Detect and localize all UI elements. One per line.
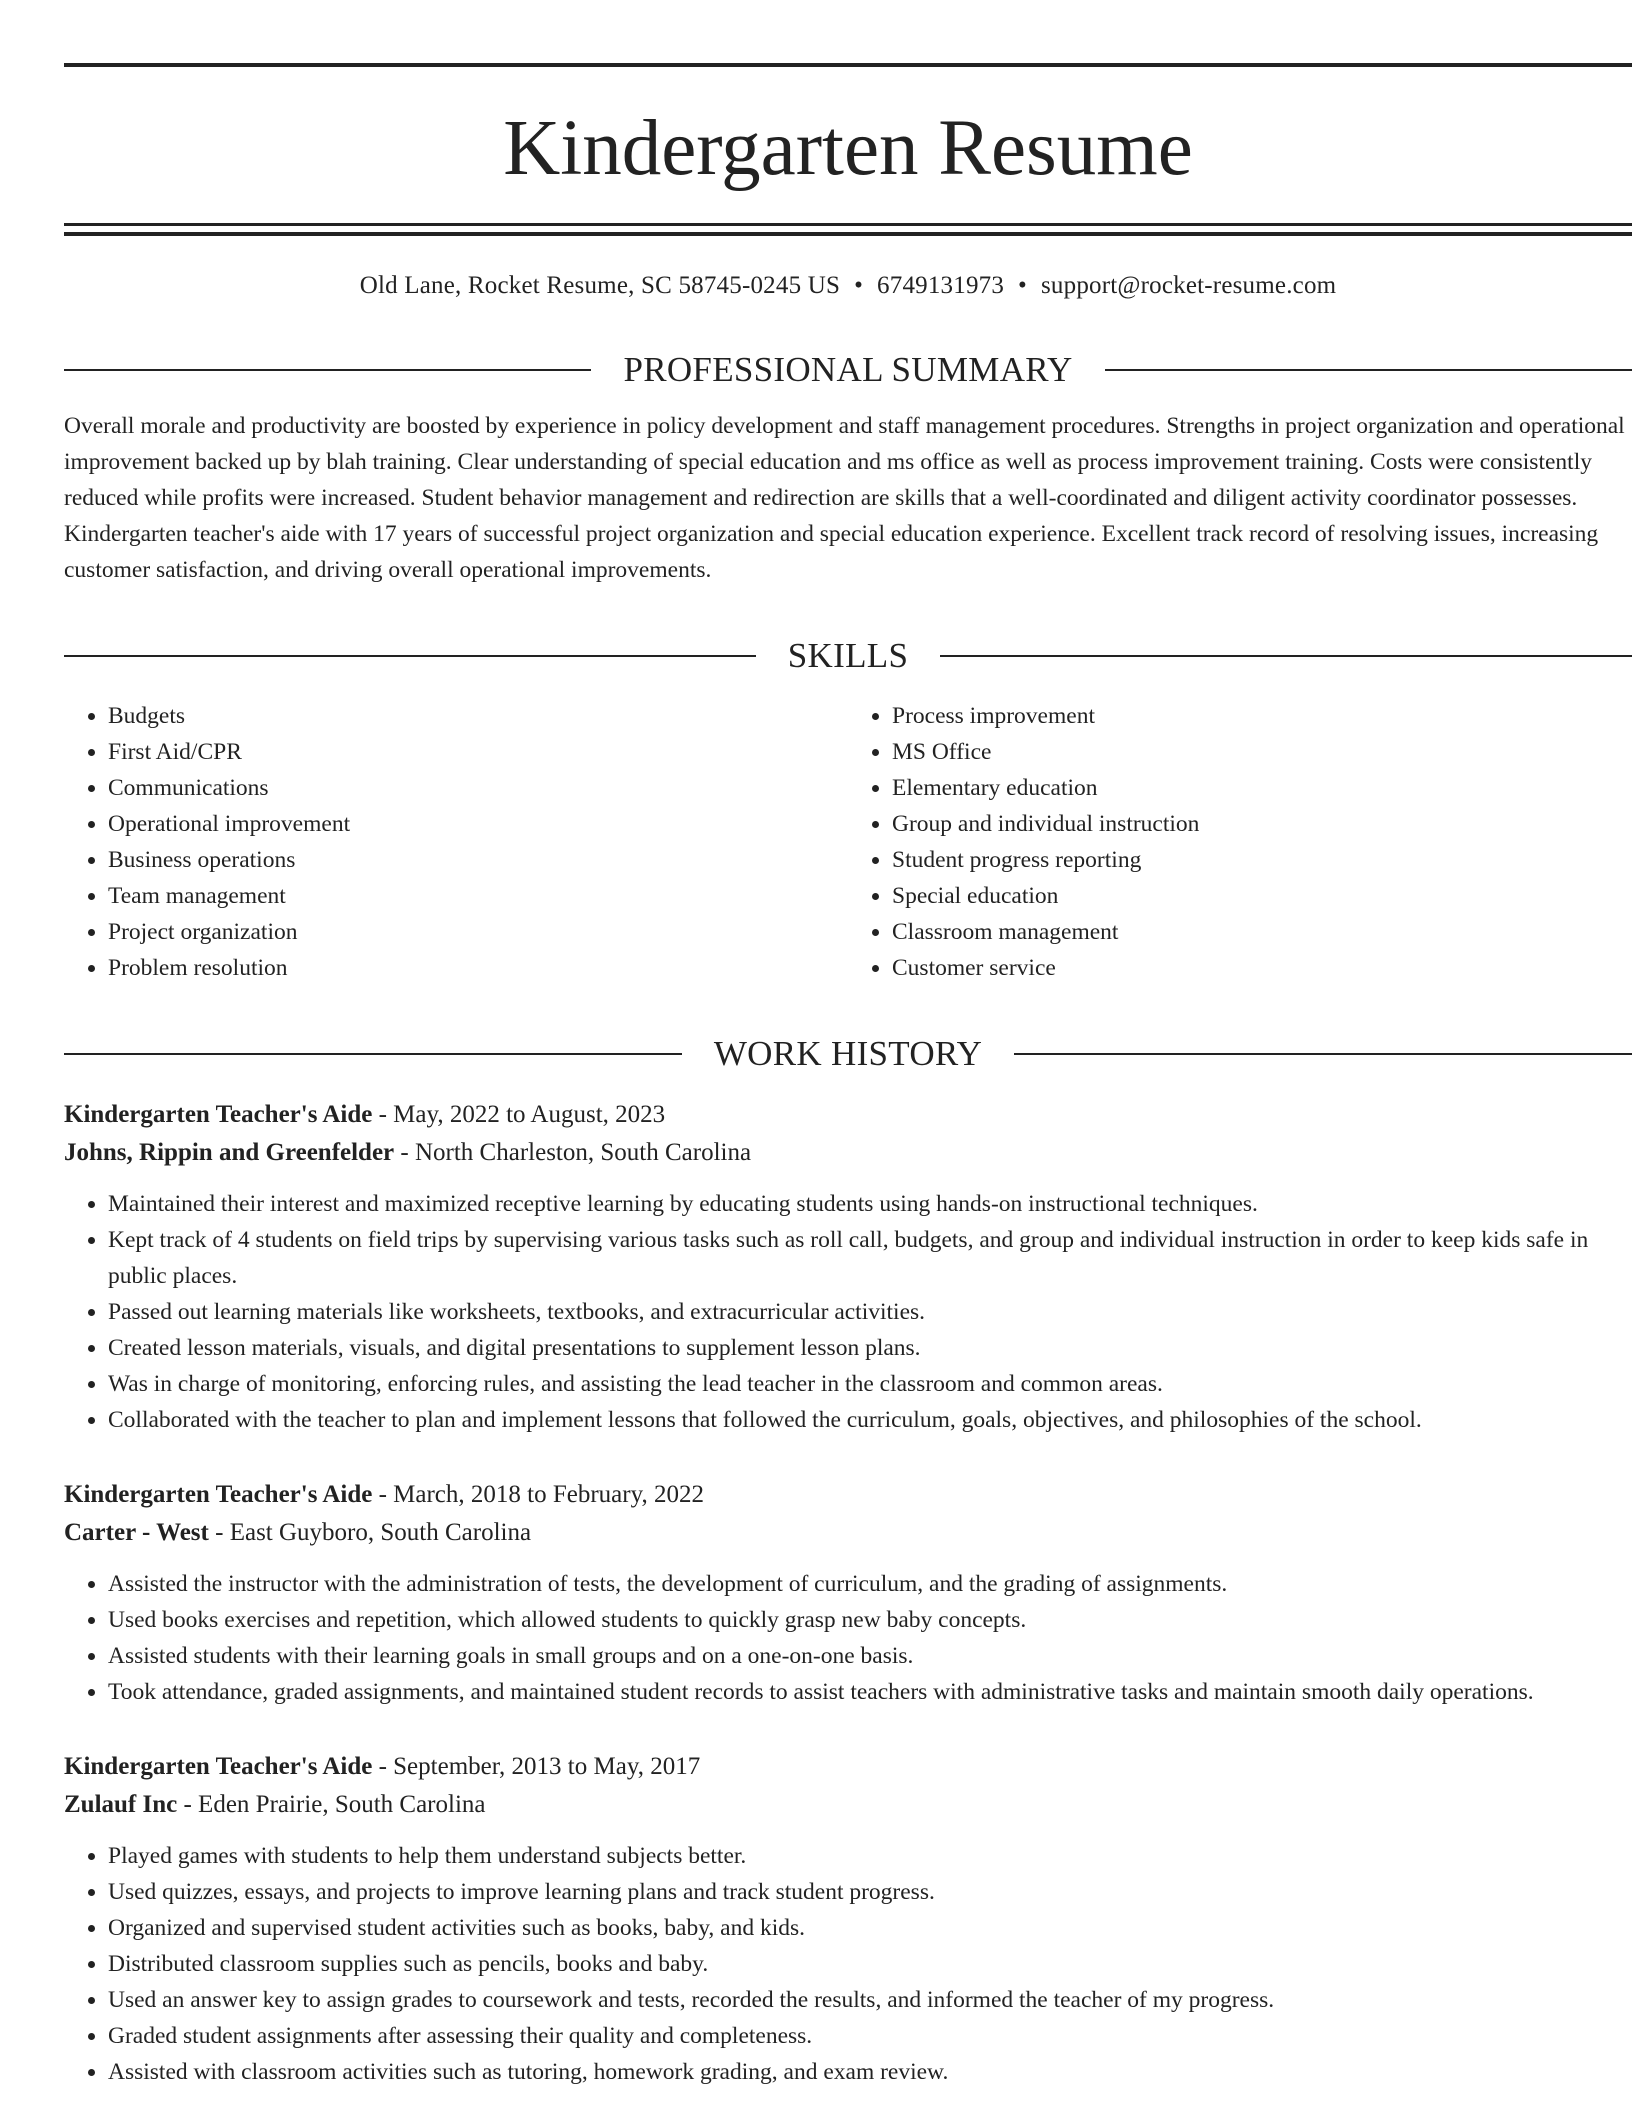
title-double-rule bbox=[64, 223, 1632, 236]
job-title-line bbox=[64, 1096, 1632, 1134]
job-bullets bbox=[64, 1566, 1632, 1710]
skills-heading: SKILLS bbox=[787, 636, 909, 675]
skill-item: • Business operations bbox=[108, 842, 848, 878]
job-bullet: • Kept track of 4 students on field trips by supervising various tasks such as roll call, budgets, and group and individual instruction in order to keep kids safe in public places. bbox=[108, 1222, 1632, 1294]
contact-phone: 6749131973 bbox=[877, 272, 1005, 299]
job-company: Zulauf Inc bbox=[64, 1791, 178, 1818]
contact-email: support@rocket-resume.com bbox=[1041, 272, 1337, 299]
job-bullet: • Took attendance, graded assignments, and maintained student records to assist teachers with administrative tasks and maintain smooth daily operations. bbox=[108, 1674, 1632, 1710]
skill-item: • MS Office bbox=[892, 734, 1632, 770]
heading-rule-right bbox=[1014, 1053, 1632, 1055]
contact-separator: • bbox=[854, 272, 864, 299]
job-bullet: • Used books exercises and repetition, which allowed students to quickly grasp new baby concepts. bbox=[108, 1602, 1632, 1638]
skill-item: • Project organization bbox=[108, 914, 848, 950]
job-bullet: • Created lesson materials, visuals, and digital presentations to supplement lesson plans. bbox=[108, 1330, 1632, 1366]
heading-rule-left bbox=[64, 1053, 682, 1055]
job-bullet: • Organized and supervised student activities such as books, baby, and kids. bbox=[108, 1910, 1632, 1946]
job-bullet: • Assisted students with their learning goals in small groups and on a one-on-one basis. bbox=[108, 1638, 1632, 1674]
skill-item: • Classroom management bbox=[892, 914, 1632, 950]
job-bullet: • Collaborated with the teacher to plan and implement lessons that followed the curriculum, goals, objectives, and philosophies of the school. bbox=[108, 1402, 1632, 1438]
skills-column-left bbox=[64, 698, 848, 986]
summary-heading: PROFESSIONAL SUMMARY bbox=[623, 350, 1073, 389]
job-company-line bbox=[64, 1786, 1632, 1824]
contact-separator: • bbox=[1018, 272, 1027, 299]
resume-title: Kindergarten Resume bbox=[503, 105, 1193, 192]
skill-item: • Communications bbox=[108, 770, 848, 806]
job-location: - East Guyboro, South Carolina bbox=[208, 1519, 532, 1546]
job-title-line bbox=[64, 1476, 1632, 1514]
skill-item: • Process improvement bbox=[892, 698, 1632, 734]
job-bullet: • Distributed classroom supplies such as pencils, books and baby. bbox=[108, 1946, 1632, 1982]
resume-page bbox=[64, 0, 1632, 2090]
job-bullet: • Maintained their interest and maximized receptive learning by educating students using hands-on instructional techniques. bbox=[108, 1186, 1632, 1222]
job-company: Johns, Rippin and Greenfelder bbox=[64, 1139, 395, 1166]
contact-address: Old Lane, Rocket Resume, SC 58745-0245 US bbox=[359, 272, 841, 299]
skills-section-heading bbox=[64, 636, 1632, 676]
job-bullets bbox=[64, 1186, 1632, 1438]
skill-item: • Operational improvement bbox=[108, 806, 848, 842]
heading-rule-left bbox=[64, 655, 756, 657]
summary-section-heading bbox=[64, 350, 1632, 390]
job-bullet: • Used an answer key to assign grades to coursework and tests, recorded the results, and informed the teacher of my progress. bbox=[108, 1982, 1632, 2018]
heading-rule-left bbox=[64, 369, 591, 371]
job-company-line bbox=[64, 1134, 1632, 1172]
heading-rule-right bbox=[1105, 369, 1632, 371]
job-bullet: • Passed out learning materials like worksheets, textbooks, and extracurricular activities. bbox=[108, 1294, 1632, 1330]
job-title-line bbox=[64, 1748, 1632, 1786]
job-bullet: • Assisted with classroom activities such as tutoring, homework grading, and exam review. bbox=[108, 2054, 1632, 2090]
skill-item: • Team management bbox=[108, 878, 848, 914]
contact-line bbox=[64, 270, 1632, 302]
work-history-list bbox=[64, 1096, 1632, 2090]
job-entry bbox=[64, 1476, 1632, 1710]
skills-list bbox=[64, 698, 1632, 986]
job-bullet: • Played games with students to help them understand subjects better. bbox=[108, 1838, 1632, 1874]
job-title: Kindergarten Teacher's Aide bbox=[64, 1481, 373, 1508]
skill-item: • Problem resolution bbox=[108, 950, 848, 986]
skill-item: • Special education bbox=[892, 878, 1632, 914]
job-title: Kindergarten Teacher's Aide bbox=[64, 1753, 373, 1780]
work-section-heading bbox=[64, 1034, 1632, 1074]
job-location: - Eden Prairie, South Carolina bbox=[177, 1791, 486, 1818]
skill-item: • First Aid/CPR bbox=[108, 734, 848, 770]
skill-item: • Elementary education bbox=[892, 770, 1632, 806]
job-entry bbox=[64, 1748, 1632, 2090]
job-entry bbox=[64, 1096, 1632, 1438]
job-location: - North Charleston, South Carolina bbox=[394, 1139, 752, 1166]
job-bullet: • Used quizzes, essays, and projects to improve learning plans and track student progress. bbox=[108, 1874, 1632, 1910]
job-bullet: • Assisted the instructor with the administration of tests, the development of curriculum, and the grading of assignments. bbox=[108, 1566, 1632, 1602]
job-dates: - September, 2013 to May, 2017 bbox=[372, 1753, 701, 1780]
heading-rule-right bbox=[940, 655, 1632, 657]
work-heading: WORK HISTORY bbox=[713, 1034, 983, 1073]
job-bullet: • Was in charge of monitoring, enforcing rules, and assisting the lead teacher in the classroom and common areas. bbox=[108, 1366, 1632, 1402]
skill-item: • Group and individual instruction bbox=[892, 806, 1632, 842]
job-dates: - March, 2018 to February, 2022 bbox=[372, 1481, 704, 1508]
job-bullet: • Graded student assignments after assessing their quality and completeness. bbox=[108, 2018, 1632, 2054]
skill-item: • Customer service bbox=[892, 950, 1632, 986]
summary-text: Overall morale and productivity are boosted by experience in policy development and staff management procedures. Strengths in project organization and operational improvement backed up by blah training. Clear understanding of special education and ms office as well as process improvement training. Costs were consistently reduced while profits were increased. Student behavior management and redirection are skills that a well-coordinated and diligent activity coordinator possesses. Kindergarten teacher's aide with 17 years of successful project organization and special education experience. Excellent track record of resolving issues, increasing customer satisfaction, and driving overall operational improvements. bbox=[64, 413, 1625, 583]
job-title: Kindergarten Teacher's Aide bbox=[64, 1101, 373, 1128]
job-company-line bbox=[64, 1514, 1632, 1552]
skill-item: • Student progress reporting bbox=[892, 842, 1632, 878]
job-bullets bbox=[64, 1838, 1632, 2090]
job-dates: - May, 2022 to August, 2023 bbox=[372, 1101, 666, 1128]
skill-item: • Budgets bbox=[108, 698, 848, 734]
skills-column-right bbox=[848, 698, 1632, 986]
job-company: Carter - West bbox=[64, 1519, 209, 1546]
top-rule bbox=[64, 63, 1632, 67]
